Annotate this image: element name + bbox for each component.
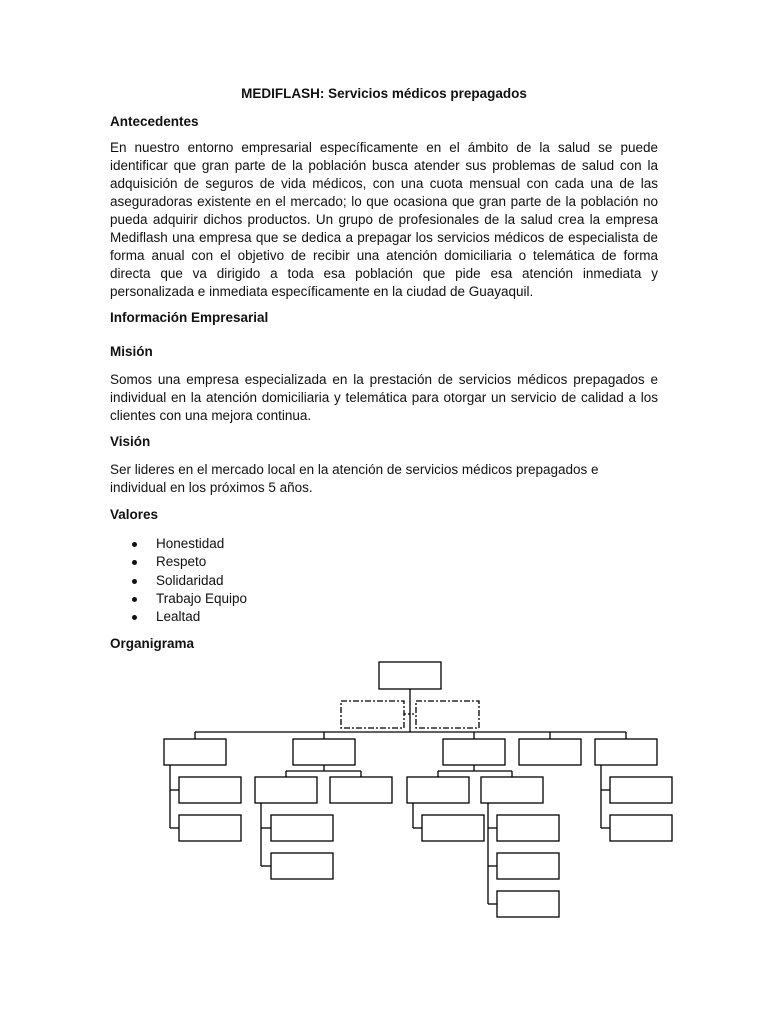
- org-box-unit: [497, 815, 559, 841]
- org-box-unit: [330, 777, 392, 803]
- document-title: MEDIFLASH: Servicios médicos prepagados: [241, 86, 527, 101]
- org-box-department: [293, 739, 355, 765]
- org-box-department: [595, 739, 657, 765]
- org-box-department: [164, 739, 226, 765]
- heading-vision: Visión: [110, 434, 151, 449]
- org-box-department: [443, 739, 505, 765]
- org-box-staff-left: [341, 701, 404, 728]
- values-list-item: Honestidad: [130, 535, 247, 553]
- org-box-unit: [407, 777, 469, 803]
- heading-informacion-empresarial: Información Empresarial: [110, 310, 269, 325]
- org-box-unit: [497, 853, 559, 879]
- org-box-department: [519, 739, 581, 765]
- org-box-unit: [422, 815, 484, 841]
- org-box-unit: [271, 815, 333, 841]
- org-box-unit: [610, 815, 672, 841]
- org-box-unit: [255, 777, 317, 803]
- org-box-unit: [481, 777, 543, 803]
- values-list-item: Respeto: [130, 553, 247, 571]
- values-list-item: Lealtad: [130, 608, 247, 626]
- org-box-unit: [179, 777, 241, 803]
- org-box-top: [379, 662, 441, 689]
- heading-antecedentes: Antecedentes: [110, 114, 199, 129]
- org-box-staff-right: [416, 701, 479, 728]
- org-box-unit: [610, 777, 672, 803]
- heading-organigrama: Organigrama: [110, 636, 195, 651]
- paragraph-vision: Ser lideres en el mercado local en la atención de servicios médicos prepagados e individual en los próximos 5 años.: [110, 462, 599, 495]
- paragraph-antecedentes: En nuestro entorno empresarial específicamente en el ámbito de la salud se puede identificar que gran parte de la población busca atender sus problemas de salud con la adquisición de seguros de vida médicos, con una cuota mensual con cada una de las aseguradoras existente en el mercado; lo que ocasiona que gran parte de la población no pueda adquirir dichos productos. Un grupo de profesionales de la salud crea la empresa Mediflash una empresa que se dedica a prepagar los servicios médicos de especialista de forma anual con el objetivo de recibir una atención domiciliaria o telemática de forma directa que va dirigido a toda esa población que pide esa atención inmediata y personalizada e inmediata específicamente en la ciudad de Guayaquil.: [110, 140, 658, 299]
- paragraph-mision: Somos una empresa especializada en la prestación de servicios médicos prepagados e individual en la atención domiciliaria y telemática para otorgar un servicio de calidad a los clientes con una mejora continua.: [110, 372, 658, 423]
- heading-mision: Misión: [110, 344, 153, 359]
- values-list-item: Solidaridad: [130, 572, 247, 590]
- org-box-unit: [497, 891, 559, 917]
- heading-valores: Valores: [110, 507, 159, 522]
- values-list-item: Trabajo Equipo: [130, 590, 247, 608]
- org-box-unit: [179, 815, 241, 841]
- org-box-unit: [271, 853, 333, 879]
